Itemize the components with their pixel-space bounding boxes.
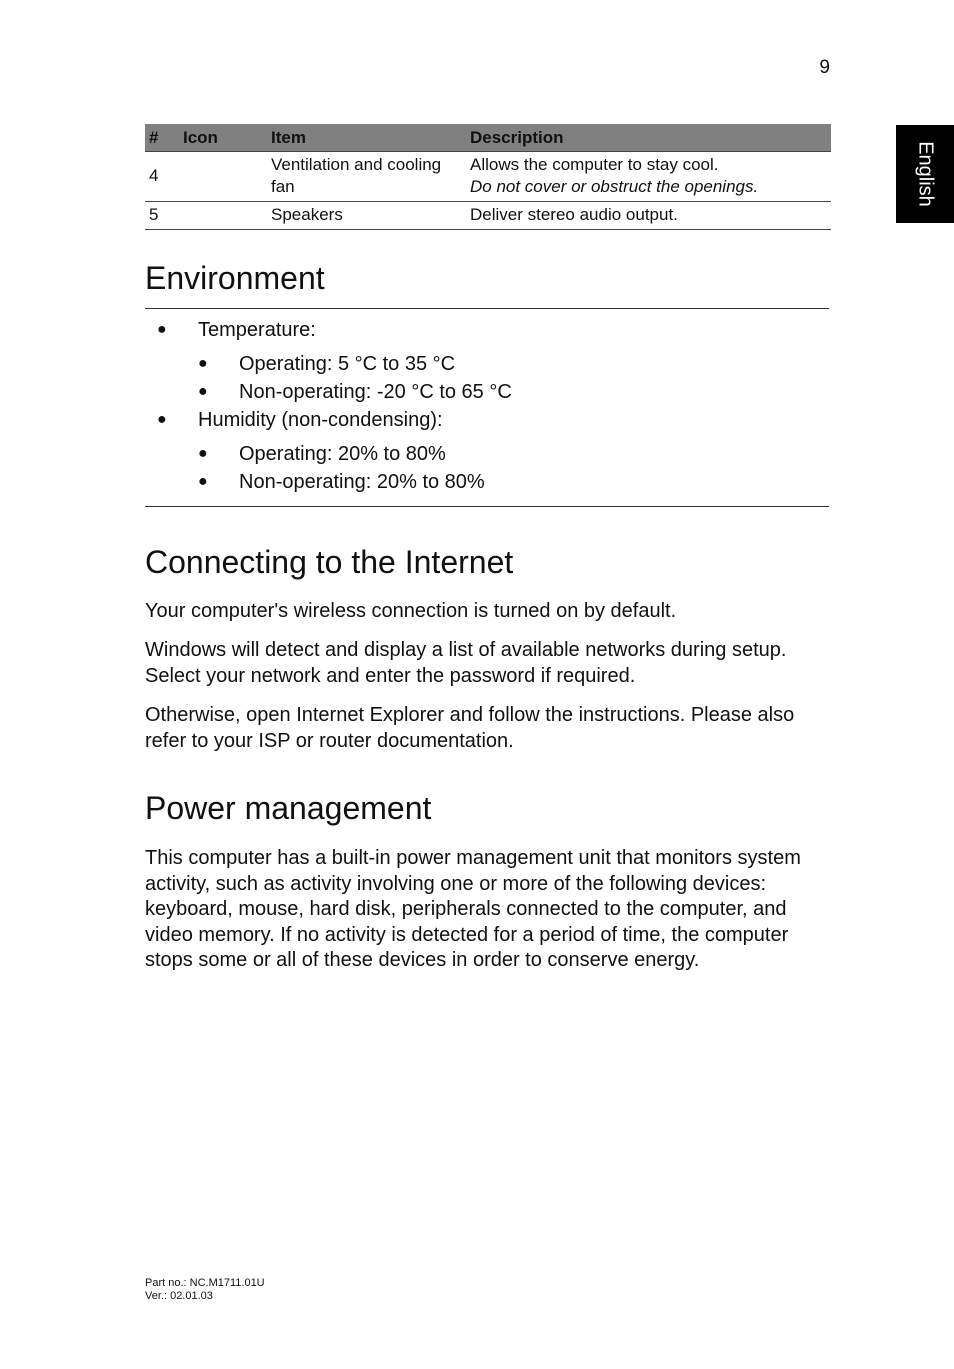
- internet-paragraph-2: Windows will detect and display a list of available networks during setup. Select your network and enter the password if required.: [145, 639, 787, 687]
- column-header-number: #: [145, 124, 179, 152]
- footer: [145, 1277, 265, 1303]
- row-item: Ventilation and cooling fan: [267, 152, 466, 202]
- language-tab-label: English: [914, 141, 937, 207]
- humidity-non-operating: Non-operating: 20% to 80%: [239, 471, 485, 493]
- section-divider: [145, 308, 829, 309]
- row-description-text: Allows the computer to stay cool.: [470, 155, 719, 174]
- bullet-icon: ●: [157, 411, 167, 428]
- row-number: 4: [145, 152, 179, 202]
- list-item: [145, 407, 829, 437]
- bullet-icon: ●: [157, 321, 167, 338]
- column-header-description: Description: [466, 124, 831, 152]
- row-item: Speakers: [267, 202, 466, 230]
- internet-heading: Connecting to the Internet: [145, 544, 514, 580]
- column-header-item: Item: [267, 124, 466, 152]
- row-icon: [179, 152, 267, 202]
- environment-heading: Environment: [145, 260, 325, 296]
- power-heading: Power management: [145, 790, 432, 826]
- column-header-icon: Icon: [179, 124, 267, 152]
- humidity-operating: Operating: 20% to 80%: [239, 443, 446, 465]
- page-number: 9: [819, 57, 830, 78]
- list-item: [145, 317, 829, 347]
- part-number: Part no.: NC.M1711.01U: [145, 1277, 265, 1289]
- table-row: [145, 202, 831, 230]
- table-header-row: [145, 124, 831, 152]
- bullet-icon: ●: [198, 383, 208, 400]
- bullet-icon: ●: [198, 473, 208, 490]
- internet-paragraph-3: Otherwise, open Internet Explorer and follow the instructions. Please also refer to your ISP or router documentation.: [145, 704, 795, 752]
- list-item: [145, 351, 829, 379]
- row-number: 5: [145, 202, 179, 230]
- section-divider: [145, 506, 829, 507]
- bullet-icon: ●: [198, 445, 208, 462]
- environment-list: [145, 317, 829, 497]
- row-description: [466, 152, 831, 202]
- table-row: [145, 152, 831, 202]
- list-item: [145, 469, 829, 497]
- bullet-icon: ●: [198, 355, 208, 372]
- row-icon: [179, 202, 267, 230]
- list-item: [145, 441, 829, 469]
- list-item: [145, 379, 829, 407]
- components-table: [145, 124, 831, 230]
- temperature-label: Temperature:: [198, 319, 316, 341]
- version: Ver.: 02.01.03: [145, 1290, 213, 1302]
- temperature-non-operating: Non-operating: -20 °C to 65 °C: [239, 381, 512, 403]
- row-description: Deliver stereo audio output.: [466, 202, 831, 230]
- internet-paragraph-1: Your computer's wireless connection is turned on by default.: [145, 600, 677, 622]
- humidity-label: Humidity (non-condensing):: [198, 409, 443, 431]
- row-description-note: Do not cover or obstruct the openings.: [470, 177, 759, 196]
- temperature-operating: Operating: 5 °C to 35 °C: [239, 353, 456, 375]
- language-tab: [896, 125, 954, 223]
- power-paragraph: This computer has a built-in power management unit that monitors system activity, such as activity involving one or more of the following devices: keyboard, mouse, hard disk, peripherals connected to the computer, and video memory. If no activity is detected for a period of time, the computer stops some or all of these devices in order to conserve energy.: [145, 847, 801, 971]
